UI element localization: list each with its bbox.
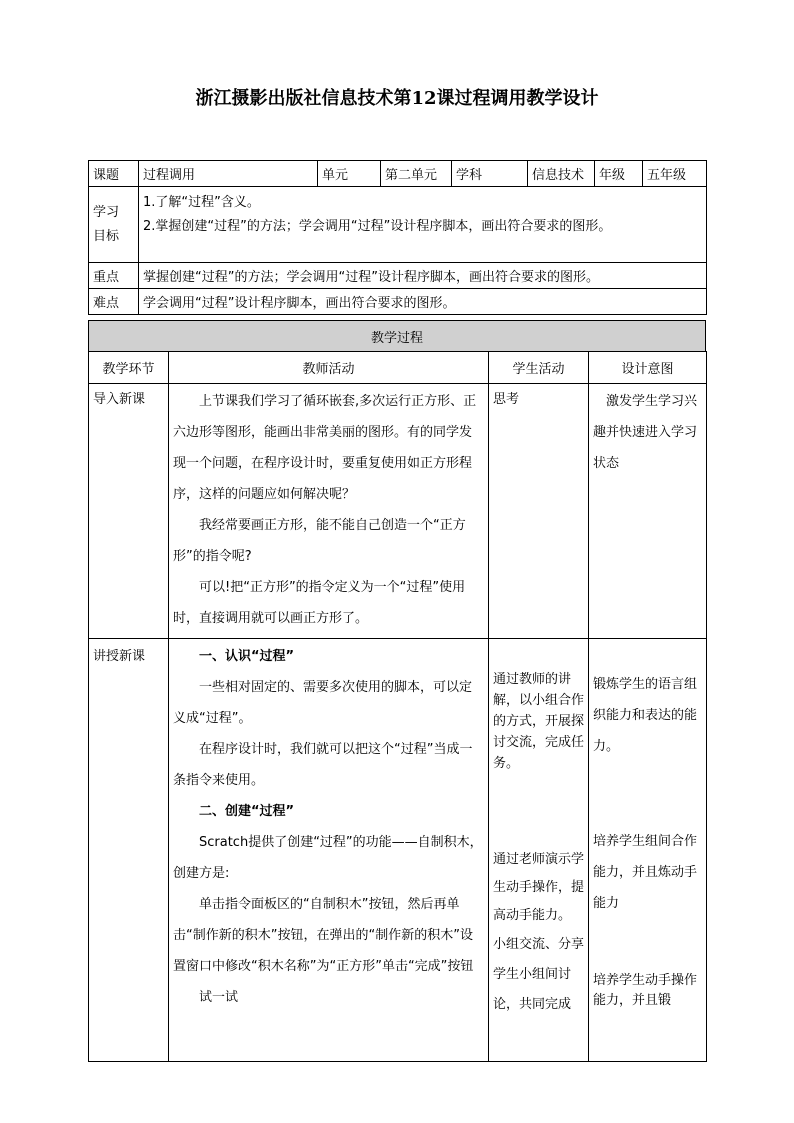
stage-intro-row [89,384,707,639]
key-point-text: 掌握创建“过程”的方法；学会调用“过程”设计程序脚本，画出符合要求的图形。 [139,263,707,289]
new-intent-3: 培养学生动手操作能力，并且锻 [593,973,698,1008]
header-stage: 教学环节 [89,352,169,384]
header-intent: 设计意图 [589,352,707,384]
new-student-1: 通过教师的讲解，以小组合作的方式，开展探讨交流，完成任务。 [493,672,585,771]
intro-intent-text: 激发学生学习兴趣并快速进入学习状态 [593,394,698,471]
process-table [88,351,707,1062]
new-student-2: 通过老师演示学生动手操作，提高动手能力。 [493,852,585,923]
stage-new-teacher [169,639,489,1062]
unit-label: 单元 [318,161,381,187]
new-student-3: 小组交流、分享 [493,937,585,952]
grade-label: 年级 [595,161,643,187]
goal-item-2: 2.掌握创建“过程”的方法；学会调用“过程”设计程序脚本，画出符合要求的图形。 [143,219,612,234]
new-student-4: 学生小组间讨论，共同完成 [493,967,572,1012]
stage-intro-intent [589,384,707,639]
key-point-label: 重点 [89,263,139,289]
stage-new-intent [589,639,707,1062]
goals-label-line2: 目标 [93,228,120,244]
goals-row [89,187,707,263]
topic-label: 课题 [89,161,139,187]
new-paragraph-2: 在程序设计时，我们就可以把这个“过程”当成一条指令来使用。 [173,742,473,788]
subject-label: 学科 [452,161,528,187]
stage-new-row [89,639,707,1062]
unit-value: 第二单元 [381,161,452,187]
new-paragraph-1: 一些相对固定的、需要多次使用的脚本，可以定义成“过程”。 [173,680,473,726]
goals-content [139,187,707,263]
process-header-table [88,320,706,352]
info-table [88,160,707,315]
difficulty-label: 难点 [89,289,139,315]
new-paragraph-3: Scratch提供了创建“过程”的功能——自制积木，创建方是: [173,835,483,881]
intro-paragraph-1: 上节课我们学习了循环嵌套,多次运行正方形、正六边形等图形，能画出非常美丽的图形。有的同学发现一个问题，在程序设计时，要重复使用如正方形程序，这样的问题应如何解决呢？ [173,394,477,502]
intro-paragraph-2: 我经常要画正方形，能不能自己创造一个“正方形”的指令呢? [173,518,466,564]
new-intent-2: 培养学生组间合作能力，并且炼动手能力 [593,834,698,911]
stage-intro-student: 思考 [489,384,589,639]
new-paragraph-5: 试一试 [199,990,239,1005]
grade-value: 五年级 [643,161,707,187]
process-header-row [89,352,707,384]
new-heading-1: 一、认识“过程” [199,649,295,664]
intro-paragraph-3: 可以!把“正方形”的指令定义为一个“过程”使用时，直接调用就可以画正方形了。 [173,580,466,626]
new-paragraph-4: 单击指令面板区的“自制积木”按钮，然后再单击“制作新的积木”按钮，在弹出的“制作新的积木”设置窗口中修改“积木名称”为“正方形”单击“完成”按钮 [173,897,474,974]
goal-item-1: 1.了解“过程”含义。 [143,195,260,210]
stage-new-student [489,639,589,1062]
difficulty-row [89,289,707,315]
header-student: 学生活动 [489,352,589,384]
goals-label-line1: 学习 [93,204,120,220]
document-title: 浙江摄影出版社信息技术第12课过程调用教学设计 [195,88,599,109]
header-teacher: 教师活动 [169,352,489,384]
difficulty-text: 学会调用“过程”设计程序脚本，画出符合要求的图形。 [139,289,707,315]
goals-label [89,187,139,263]
stage-intro-name: 导入新课 [89,384,169,639]
topic-value: 过程调用 [139,161,318,187]
stage-new-name: 讲授新课 [89,639,169,1062]
subject-value: 信息技术 [528,161,595,187]
new-intent-1: 锻炼学生的语言组织能力和表达的能力。 [593,677,698,754]
stage-intro-teacher [169,384,489,639]
info-row [89,161,707,187]
key-point-row [89,263,707,289]
new-heading-2: 二、创建“过程” [199,804,295,819]
process-title: 教学过程 [89,321,706,352]
